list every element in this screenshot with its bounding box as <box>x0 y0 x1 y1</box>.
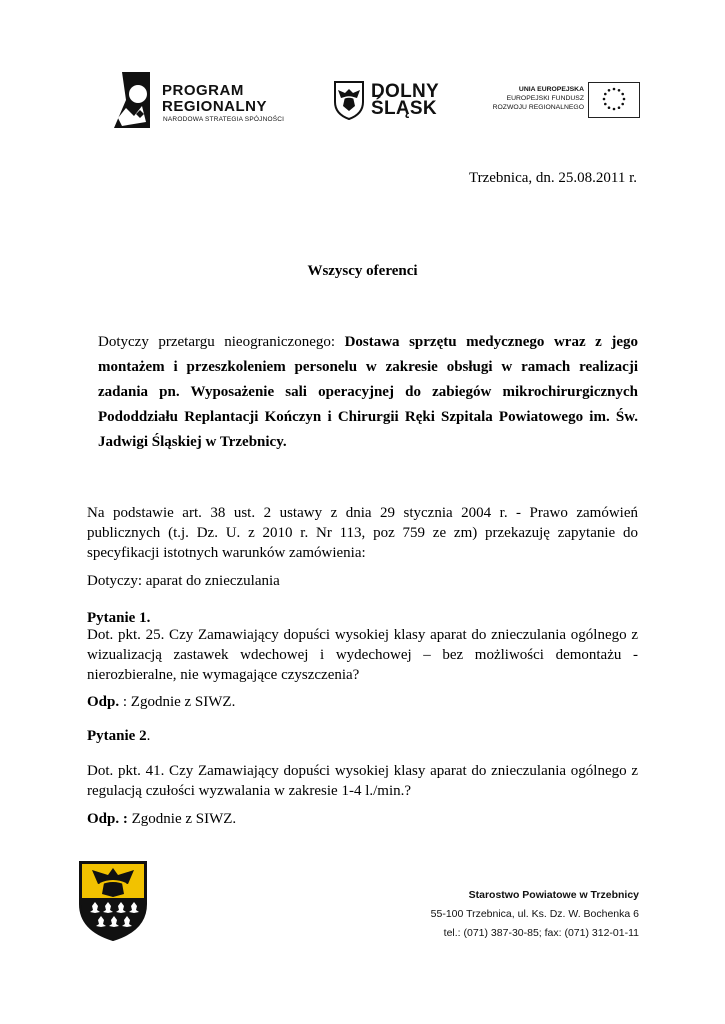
strategia-text: NARODOWA STRATEGIA SPÓJNOŚCI <box>163 116 285 123</box>
eagle-shield-icon <box>333 80 365 120</box>
letter-date: Trzebnica, dn. 25.08.2011 r. <box>468 170 637 186</box>
dolny-text: DOLNY <box>371 81 439 102</box>
question-2-suffix: . <box>146 728 151 744</box>
answer-1-text: : Zgodnie z SIWZ. <box>119 694 236 710</box>
answer-2-text: Zgodnie z SIWZ. <box>127 811 237 827</box>
answer-1 <box>87 692 638 712</box>
answer-1-label: Odp. <box>87 694 120 710</box>
unia-europejska-text: UNIA EUROPEJSKA <box>518 86 584 93</box>
program-regionalny-logo <box>112 70 312 130</box>
question-1-text: Dot. pkt. 25. Czy Zamawiający dopuści wysokiej klasy aparat do znieczulania ogólnego z wizualizacją zastawek wdechowej i wydechowej – bez możliwości demontażu - nierozbieralne, nie wymagające czyszczenia? <box>87 627 638 683</box>
program-regionalny-emblem-icon <box>112 70 160 130</box>
answer-2 <box>87 809 638 829</box>
question-2-text: Dot. pkt. 41. Czy Zamawiający dopuści wysokiej klasy aparat do znieczulania ogólnego z regulacją czułości wyzwalania w zakresie 1-4 l./min.? <box>87 763 638 799</box>
powiat-crest-icon <box>78 860 148 942</box>
recipients-heading: Wszyscy oferenci <box>307 263 418 279</box>
question-2-label: Pytanie 2 <box>87 728 147 744</box>
question-1-title: Pytanie 1. <box>87 610 151 626</box>
subject-title: Dostawa sprzętu medycznego wraz z jego montażem i przeszkoleniem personelu w zakresie obsługi w ramach realizacji zadania pn. Wyposażenie sali operacyjnej do zabiegów mikrochirurgicznych Pododdziału Replantacji Kończyn i Chirurgii Ręki Szpitala Powiatowego im. Św. Jadwigi Śląskiej w Trzebnicy. <box>98 334 638 450</box>
question-2-title <box>87 726 638 746</box>
rozwoju-text: ROZWOJU REGIONALNEGO <box>492 104 584 111</box>
footer-phone: tel.: (071) 387-30-85; fax: (071) 312-01-11 <box>443 927 639 939</box>
regionalny-text: REGIONALNY <box>162 98 268 115</box>
subject-prefix: Dotyczy przetargu nieograniczonego: <box>98 334 345 350</box>
unia-europejska-logo <box>486 80 642 118</box>
dotyczy-line: Dotyczy: aparat do znieczulania <box>87 573 280 589</box>
footer-address <box>431 886 639 943</box>
footer-institution: Starostwo Powiatowe w Trzebnicy <box>468 889 639 901</box>
eu-flag-icon <box>588 82 640 118</box>
dolny-slask-logo <box>333 80 448 122</box>
intro-paragraph: Na podstawie art. 38 ust. 2 ustawy z dnia 29 stycznia 2004 r. - Prawo zamówień publicznych (t.j. Dz. U. z 2010 r. Nr 113, poz 759 ze zm) przekazuję zapytanie do specyfikacji istotnych warunków zamówienia: <box>87 505 638 561</box>
answer-2-label: Odp. : <box>87 811 128 827</box>
subject-paragraph <box>98 330 638 455</box>
fundusz-text: EUROPEJSKI FUNDUSZ <box>506 95 584 102</box>
footer-street: 55-100 Trzebnica, ul. Ks. Dz. W. Bochenka 6 <box>430 908 639 920</box>
slask-text: ŚLĄSK <box>371 98 437 119</box>
program-text: PROGRAM <box>162 82 244 99</box>
